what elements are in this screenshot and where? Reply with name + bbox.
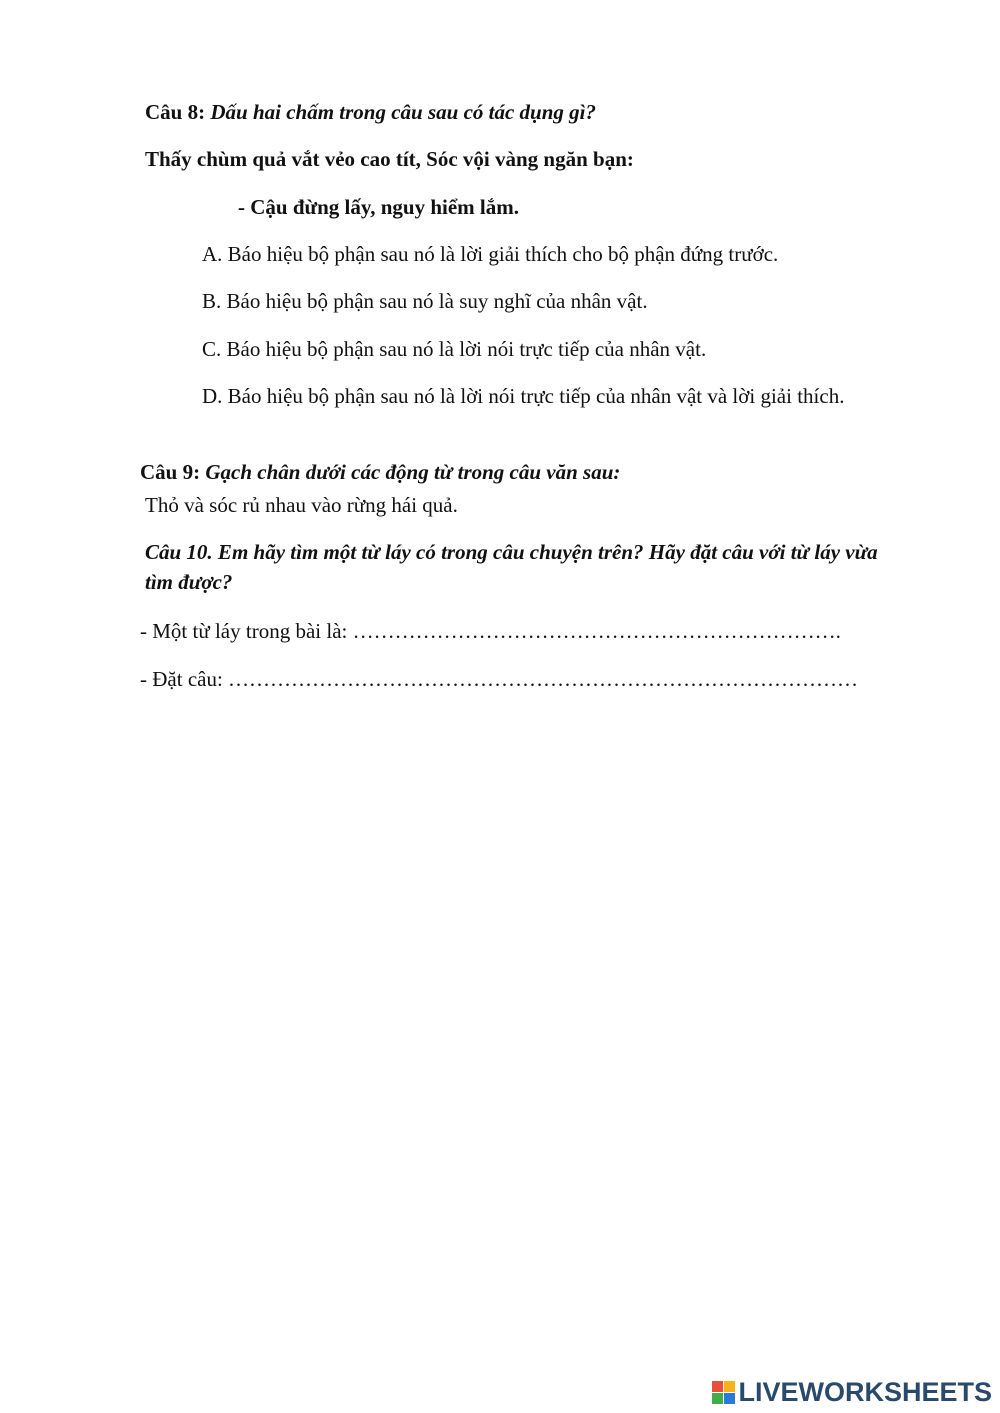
q9-sentence[interactable]: Thỏ và sóc rủ nhau vào rừng hái quả. — [145, 493, 458, 517]
logo-text: LIVEWORKSHEETS — [738, 1376, 992, 1407]
q10-answer-sentence[interactable]: - Đặt câu: ……………………………………………………………………………… — [140, 667, 859, 691]
q8-heading — [145, 97, 596, 127]
q9-label: Câu 9: — [140, 460, 201, 484]
q8-option-d[interactable]: D. Báo hiệu bộ phận sau nó là lời nói trực tiếp của nhân vật và lời giải thích. — [202, 384, 845, 408]
q8-prompt: Dấu hai chấm trong câu sau có tác dụng gì? — [210, 100, 596, 124]
q10-answer-word[interactable]: - Một từ láy trong bài là: ……………………………………………………………. — [140, 619, 841, 643]
q8-option-b[interactable]: B. Báo hiệu bộ phận sau nó là suy nghĩ của nhân vật. — [202, 289, 648, 313]
liveworksheets-logo — [712, 1377, 992, 1407]
q8-option-c[interactable]: C. Báo hiệu bộ phận sau nó là lời nói trực tiếp của nhân vật. — [202, 337, 707, 361]
logo-mark-icon — [712, 1381, 735, 1404]
q10-prompt: Câu 10. Em hãy tìm một từ láy có trong câu chuyện trên? Hãy đặt câu với từ láy vừa tìm được? — [145, 540, 878, 594]
q9-prompt: Gạch chân dưới các động từ trong câu văn sau: — [205, 460, 621, 484]
q8-sentence: Thấy chùm quả vắt vẻo cao tít, Sóc vội vàng ngăn bạn: — [145, 147, 634, 171]
q8-label: Câu 8: — [145, 100, 206, 124]
q8-option-a[interactable]: A. Báo hiệu bộ phận sau nó là lời giải thích cho bộ phận đứng trước. — [202, 242, 779, 266]
q8-quote: - Cậu đừng lấy, nguy hiểm lắm. — [238, 195, 519, 219]
q9-heading — [140, 457, 620, 487]
